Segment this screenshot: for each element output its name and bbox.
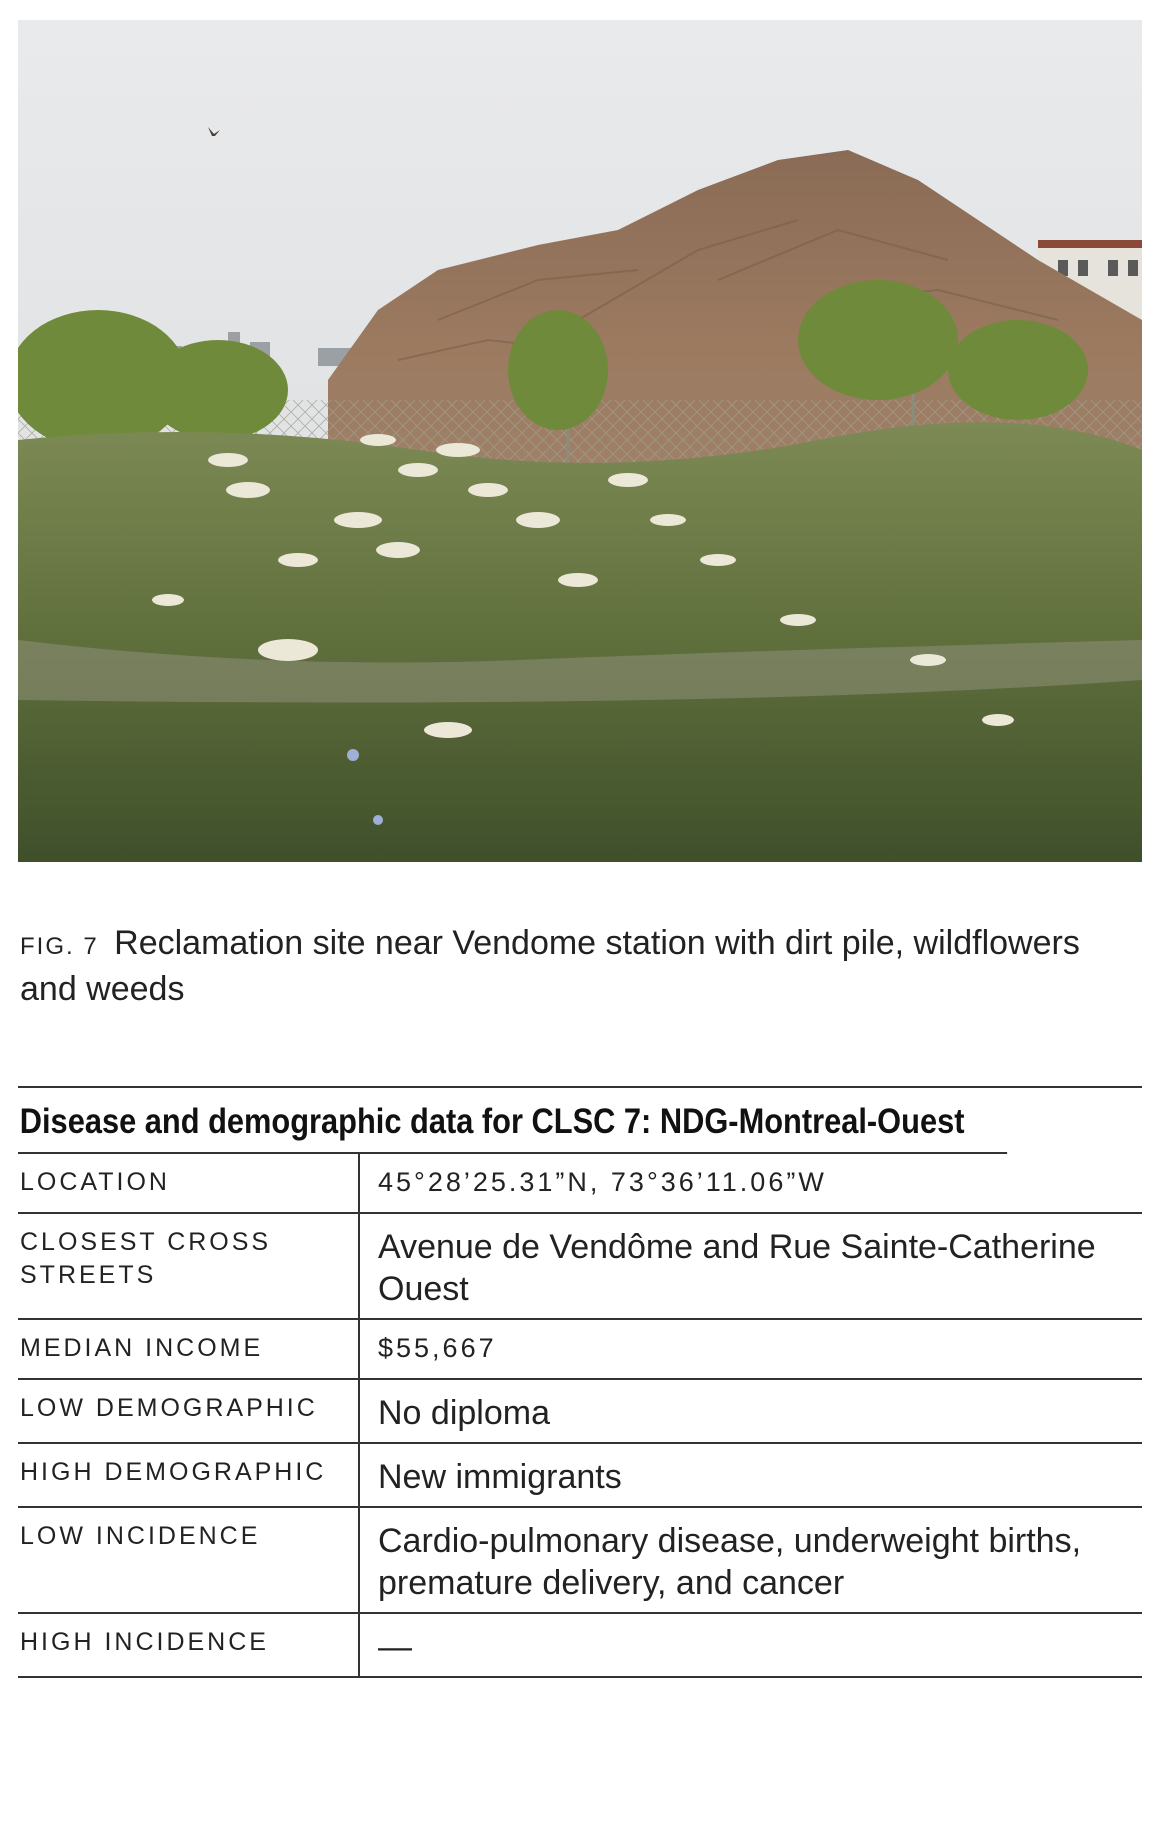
row-label: LOCATION — [18, 1154, 360, 1212]
data-table — [18, 1086, 1142, 1678]
row-value: New immigrants — [378, 1458, 622, 1496]
row-value: No diploma — [378, 1394, 550, 1432]
reclamation-site-photo — [18, 20, 1142, 862]
row-label: HIGH INCIDENCE — [18, 1614, 360, 1676]
table-title: Disease and demographic data for CLSC 7: NDG-Montreal-Ouest — [18, 1088, 1007, 1154]
row-value: — — [378, 1628, 412, 1666]
table-row-cross-streets — [18, 1214, 1142, 1320]
table-row-high-demographic — [18, 1444, 1142, 1508]
table-row-low-demographic — [18, 1380, 1142, 1444]
row-label: CLOSEST CROSS STREETS — [18, 1214, 360, 1318]
table-row-location — [18, 1154, 1142, 1214]
row-label: HIGH DEMOGRAPHIC — [18, 1444, 360, 1506]
row-value: $55,667 — [378, 1333, 497, 1363]
row-value: Avenue de Vendôme and Rue Sainte-Catherine Ouest — [378, 1228, 1096, 1308]
row-value: 45°28’25.31”N, 73°36’11.06”W — [378, 1167, 827, 1197]
row-label: LOW DEMOGRAPHIC — [18, 1380, 360, 1442]
table-row-low-incidence — [18, 1508, 1142, 1614]
figure-caption-text: Reclamation site near Vendome station with dirt pile, wildflowers and weeds — [20, 924, 1080, 1008]
row-label: MEDIAN INCOME — [18, 1320, 360, 1378]
figure-caption — [20, 922, 1120, 1010]
row-label: LOW INCIDENCE — [18, 1508, 360, 1612]
row-value: Cardio-pulmonary disease, underweight births, premature delivery, and cancer — [378, 1522, 1082, 1602]
table-row-high-incidence — [18, 1614, 1142, 1678]
table-row-median-income — [18, 1320, 1142, 1380]
figure-label: FIG. 7 — [20, 933, 99, 960]
